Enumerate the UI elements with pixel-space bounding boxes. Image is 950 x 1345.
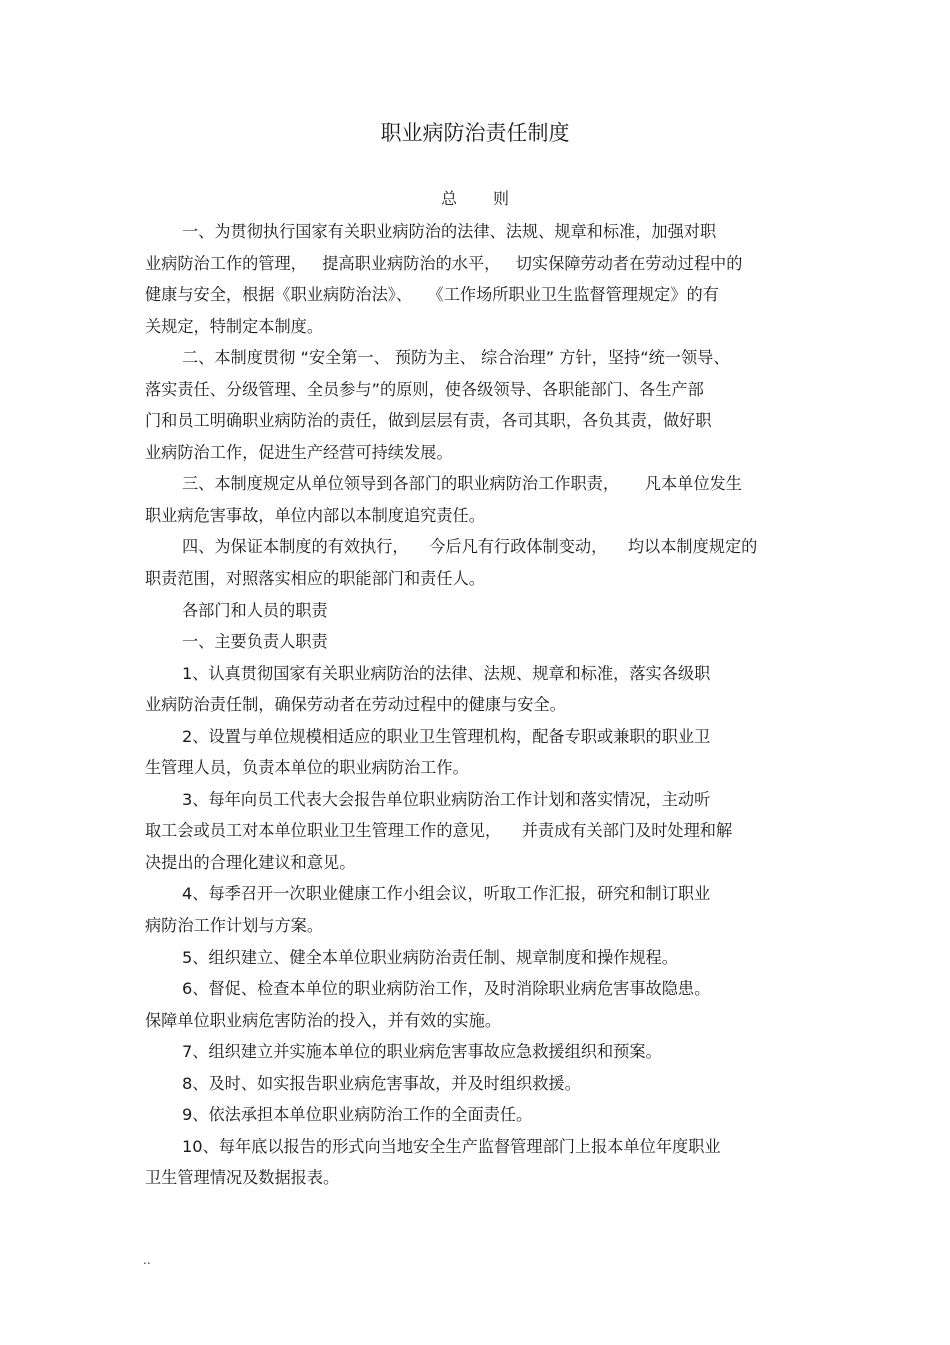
document-body bbox=[145, 216, 810, 1194]
paragraph-line: 关规定，特制定本制度。 bbox=[145, 316, 324, 336]
paragraph-line: 健康与安全，根据《职业病防治法》、 《工作场所职业卫生监督管理规定》的有 bbox=[145, 285, 719, 305]
paragraph-line: 6、督促、检查本单位的职业病防治工作，及时消除职业病危害事故隐患。 bbox=[182, 979, 711, 999]
paragraph-line: 一、主要负责人职责 bbox=[182, 632, 328, 652]
paragraph-line: 10、每年底以报告的形式向当地安全生产监督管理部门上报本单位年度职业 bbox=[182, 1136, 721, 1156]
paragraph-line: 病防治工作计划与方案。 bbox=[145, 916, 324, 936]
paragraph-line: 四、为保证本制度的有效执行， 今后凡有行政体制变动， 均以本制度规定的 bbox=[182, 537, 758, 557]
section-heading-part1: 总 bbox=[440, 189, 457, 208]
paragraph-line: 职业病危害事故，单位内部以本制度追究责任。 bbox=[145, 505, 485, 525]
paragraph-line: 4、每季召开一次职业健康工作小组会议，听取工作汇报，研究和制订职业 bbox=[182, 884, 711, 904]
section-heading-part2: 则 bbox=[493, 189, 510, 208]
paragraph-line: 2、设置与单位规模相适应的职业卫生管理机构，配备专职或兼职的职业卫 bbox=[182, 726, 711, 746]
paragraph-line: 1、认真贯彻国家有关职业病防治的法律、法规、规章和标准，落实各级职 bbox=[182, 663, 711, 683]
paragraph-line: 一、为贯彻执行国家有关职业病防治的法律、法规、规章和标准，加强对职 bbox=[182, 222, 717, 241]
paragraph-line: 3、每年向员工代表大会报告单位职业病防治工作计划和落实情况，主动听 bbox=[182, 789, 711, 809]
paragraph-line: 取工会或员工对本单位职业卫生管理工作的意见， 并责成有关部门及时处理和解 bbox=[145, 821, 733, 841]
paragraph-line: 生管理人员，负责本单位的职业病防治工作。 bbox=[145, 758, 469, 778]
paragraph-line: 决提出的合理化建议和意见。 bbox=[145, 852, 356, 872]
paragraph-line: 保障单位职业病危害防治的投入，并有效的实施。 bbox=[145, 1010, 502, 1030]
paragraph-line: 业病防治责任制，确保劳动者在劳动过程中的健康与安全。 bbox=[145, 695, 566, 715]
paragraph-line: 8、及时、如实报告职业病危害事故，并及时组织救援。 bbox=[182, 1073, 581, 1093]
paragraph-line: 二、本制度贯彻 “安全第一、 预防为主、 综合治理” 方针，坚持“统一领导、 bbox=[182, 348, 730, 368]
paragraph-line: 业病防治工作，促进生产经营可持续发展。 bbox=[145, 442, 453, 462]
paragraph-line: 三、本制度规定从单位领导到各部门的职业病防治工作职责， 凡本单位发生 bbox=[182, 474, 742, 494]
page-footer-mark: .. bbox=[143, 1253, 151, 1267]
paragraph-line: 门和员工明确职业病防治的责任，做到层层有责，各司其职，各负其责，做好职 bbox=[145, 411, 712, 431]
paragraph-line: 业病防治工作的管理， 提高职业病防治的水平， 切实保障劳动者在劳动过程中的 bbox=[145, 253, 743, 273]
paragraph-line: 7、组织建立并实施本单位的职业病危害事故应急救援组织和预案。 bbox=[182, 1042, 662, 1062]
paragraph-line: 卫生管理情况及数据报表。 bbox=[145, 1168, 340, 1188]
document-title: 职业病防治责任制度 bbox=[380, 121, 570, 145]
paragraph-line: 职责范围，对照落实相应的职能部门和责任人。 bbox=[145, 569, 485, 589]
paragraph-line: 各部门和人员的职责 bbox=[182, 600, 328, 620]
paragraph-line: 5、组织建立、健全本单位职业病防治责任制、规章制度和操作规程。 bbox=[182, 947, 678, 967]
section-heading-general bbox=[0, 186, 950, 212]
paragraph-line: 9、依法承担本单位职业病防治工作的全面责任。 bbox=[182, 1105, 533, 1125]
paragraph-line: 落实责任、分级管理、全员参与”的原则，使各级领导、各职能部门、各生产部 bbox=[145, 379, 704, 399]
